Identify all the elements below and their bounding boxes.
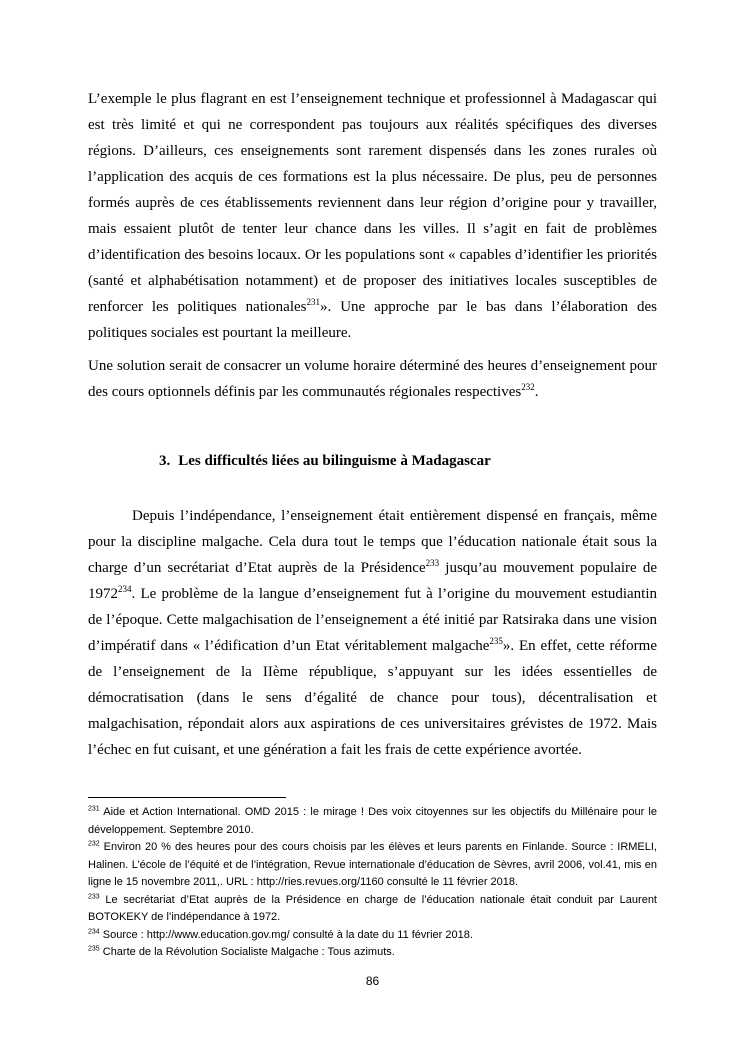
paragraph-text: ». En effet, cette réforme de l’enseignement de la IIème république, s’appuyant sur les idées essentielles de démocratisation (dans le sens d’égalité de chance pour tous), décentralisation et malgachisation, répondait alors aux aspirations de ces universitaires grévistes de 1972. Mais l’échec en fut cuisant, et une génération a fait les frais de cette expérience avortée.	[88, 638, 657, 758]
footnote-number: 232	[88, 840, 100, 848]
paragraph-text: jusqu’au mouvement populaire de 1972	[88, 560, 658, 602]
footnote-text: Charte de la Révolution Socialiste Malgache : Tous azimuts.	[99, 946, 395, 958]
footnote-number: 235	[88, 945, 100, 953]
footnote	[88, 927, 657, 945]
section-number: 3.	[159, 453, 171, 469]
footnote	[88, 944, 657, 962]
paragraph-text: Depuis l’indépendance, l’enseignement était entièrement dispensé en français, même pour la discipline malgache. Cela dura tout le temps que l’éducation nationale était sous la charge d’un secrétariat d’Etat auprès de la Présidence	[88, 508, 657, 576]
paragraph-2	[88, 353, 657, 405]
footnote	[88, 892, 657, 927]
footnotes	[88, 804, 657, 962]
footnote-ref: 234	[118, 584, 132, 594]
footnote-number: 233	[88, 892, 100, 900]
paragraph-text: .	[534, 384, 539, 400]
footnote	[88, 804, 657, 839]
page-number: 86	[365, 974, 380, 988]
footnote-text: Le secrétariat d’Etat auprès de la Présidence en charge de l’éducation nationale était conduit par Laurent BOTOKEKY de l’indépendance à 1972.	[88, 893, 657, 923]
footnote-number: 234	[88, 927, 100, 935]
paragraph-text: Une solution serait de consacrer un volume horaire déterminé des heures d’enseignement pour des cours optionnels définis par les communautés régionales respectives	[88, 358, 657, 400]
footnote-ref: 235	[489, 636, 503, 646]
footnote-number: 231	[88, 805, 100, 813]
section-title: Les difficultés liées au bilinguisme à Madagascar	[178, 453, 491, 469]
paragraph-3	[88, 503, 657, 763]
footnote-ref: 231	[306, 297, 320, 307]
footnote-ref: 233	[425, 558, 440, 568]
paragraph-text: L’exemple le plus flagrant en est l’enseignement technique et professionnel à Madagascar qui est très limité et qui ne correspondent pas toujours aux réalités spécifiques des diverses régions. D’ailleurs, ces enseignements sont rarement dispensés dans les zones rurales où l’application des acquis de ces formations est la plus nécessaire. De plus, peu de personnes formés auprès de ces établissements reviennent dans leur région d’origine pour y travailler, mais essaient plutôt de tenter leur chance dans les villes. Il s’agit en fait de problèmes d’identification des besoins locaux. Or les populations sont « capables d’identifier les priorités (santé et alphabétisation notamment) et de proposer des initiatives locales susceptibles de renforcer les politiques nationales	[88, 91, 657, 315]
footnote	[88, 839, 657, 892]
paragraph-1	[88, 86, 657, 346]
footnote-ref: 232	[521, 382, 535, 392]
footnote-text: Source : http://www.education.gov.mg/ consulté à la date du 11 février 2018.	[99, 928, 473, 941]
paragraph-text: ». Une approche par le bas dans l’élaboration des politiques sociales est pourtant la meilleure.	[88, 299, 657, 341]
footnote-divider	[88, 797, 286, 798]
footnote-text: Environ 20 % des heures pour des cours choisis par les élèves et leurs parents en Finlande. Source : IRMELI, Halinen. L’école de l’équité et de l’intégration, Revue internationale d’éducation de Sèvres, avril 2006, vol.41, mis en ligne le 15 novembre 2011,. URL : http://ries.revues.org/1160 consulté le 11 février 2018.	[88, 841, 657, 888]
paragraph-text: . Le problème de la langue d’enseignement fut à l’origine du mouvement estudiantin de l’époque. Cette malgachisation de l’enseignement a été initié par Ratsiraka dans une vision d’impératif dans « l’édification d’un Etat véritablement malgache	[88, 586, 657, 654]
section-heading	[159, 453, 499, 470]
footnote-text: Aide et Action International. OMD 2015 : le mirage ! Des voix citoyennes sur les objectifs du Millénaire pour le développement. Septembre 2010.	[88, 806, 657, 836]
